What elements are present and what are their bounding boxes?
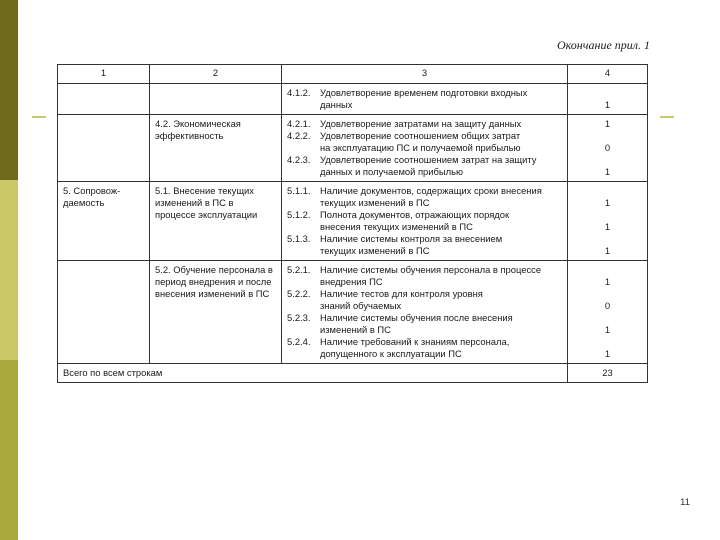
item-text	[320, 209, 562, 233]
score-value: 0	[604, 142, 611, 153]
item-line: внедрения ПС	[320, 276, 383, 287]
score-value: 1	[604, 324, 611, 335]
column-header: 1	[58, 65, 150, 84]
item-line: на эксплуатацию ПС и получаемой прибылью	[320, 142, 521, 153]
item-text	[320, 336, 562, 360]
item-text	[320, 118, 562, 130]
item-text	[320, 185, 562, 209]
side-strip-middle	[0, 180, 18, 360]
criteria-table	[57, 64, 648, 383]
item-text	[320, 312, 562, 336]
score-cell	[568, 261, 648, 364]
table-header-row	[58, 65, 648, 84]
criterion-cell: 5. Сопровож-даемость	[58, 182, 150, 261]
column-header: 4	[568, 65, 648, 84]
list-item	[287, 185, 562, 209]
item-line: Наличие требований к знаниям персонала,	[320, 336, 510, 347]
item-text	[320, 87, 562, 111]
accent-dash-right	[660, 116, 674, 118]
item-code: 4.1.2.	[287, 87, 311, 98]
items-cell	[282, 182, 568, 261]
item-line: внесения текущих изменений в ПС	[320, 221, 473, 232]
item-line: Удовлетворение соотношением затрат на защиту	[320, 154, 537, 165]
item-text	[320, 154, 562, 178]
item-line: данных и получаемой прибылью	[320, 166, 463, 177]
item-code: 5.2.1.	[287, 264, 311, 275]
item-line: изменений в ПС	[320, 324, 391, 335]
score-value: 1	[604, 348, 611, 359]
item-line: допущенного к эксплуатации ПС	[320, 348, 462, 359]
score-cell	[568, 182, 648, 261]
score-value: 1	[604, 99, 611, 110]
criterion-cell	[58, 261, 150, 364]
score-cell	[568, 84, 648, 115]
list-item	[287, 87, 562, 111]
item-code: 5.1.2.	[287, 209, 311, 220]
list-item	[287, 288, 562, 312]
item-line: знаний обучаемых	[320, 300, 402, 311]
page-number: 11	[680, 497, 690, 508]
score-value: 1	[604, 245, 611, 256]
score-cell	[568, 115, 648, 182]
score-value: 1	[604, 166, 611, 177]
item-line: Наличие документов, содержащих сроки внесения	[320, 185, 542, 196]
items-cell	[282, 261, 568, 364]
item-line: данных	[320, 99, 353, 110]
table-row	[58, 84, 648, 115]
indicator-cell: 5.2. Обучение персонала в период внедрения и после внесения изменений в ПС	[150, 261, 282, 364]
table-row	[58, 115, 648, 182]
score-value: 1	[604, 197, 611, 208]
item-code: 4.2.2.	[287, 130, 311, 141]
indicator-cell: 5.1. Внесение текущих изменений в ПС в процессе эксплуатации	[150, 182, 282, 261]
column-header: 2	[150, 65, 282, 84]
item-line: Наличие системы обучения после внесения	[320, 312, 513, 323]
page-title: Окончание прил. 1	[556, 38, 650, 52]
item-code: 5.2.3.	[287, 312, 311, 323]
item-text	[320, 233, 562, 257]
item-line: Наличие тестов для контроля уровня	[320, 288, 483, 299]
item-code: 5.1.1.	[287, 185, 311, 196]
list-item	[287, 118, 562, 130]
items-cell	[282, 84, 568, 115]
accent-dash-left	[32, 116, 46, 118]
item-text	[320, 264, 562, 288]
indicator-cell: 4.2. Экономическая эффективность	[150, 115, 282, 182]
item-line: текущих изменений в ПС	[320, 197, 430, 208]
item-line: Удовлетворение затратами на защиту данных	[320, 118, 522, 129]
item-code: 4.2.1.	[287, 118, 311, 129]
item-code: 5.1.3.	[287, 233, 311, 244]
table-row	[58, 182, 648, 261]
score-value: 1	[604, 221, 611, 232]
total-value: 23	[568, 364, 648, 383]
criterion-cell	[58, 84, 150, 115]
side-strip-bottom	[0, 360, 18, 540]
indicator-cell	[150, 84, 282, 115]
item-code: 5.2.2.	[287, 288, 311, 299]
item-line: Удовлетворение соотношением общих затрат	[320, 130, 521, 141]
score-value: 1	[604, 276, 611, 287]
item-line: Наличие системы контроля за внесением	[320, 233, 503, 244]
side-strip-top	[0, 0, 18, 180]
table-row	[58, 261, 648, 364]
item-code: 4.2.3.	[287, 154, 311, 165]
list-item	[287, 130, 562, 154]
list-item	[287, 264, 562, 288]
list-item	[287, 312, 562, 336]
item-line: текущих изменений в ПС	[320, 245, 430, 256]
item-line: Полнота документов, отражающих порядок	[320, 209, 510, 220]
item-text	[320, 288, 562, 312]
list-item	[287, 336, 562, 360]
items-cell	[282, 115, 568, 182]
item-text	[320, 130, 562, 154]
criterion-cell	[58, 115, 150, 182]
score-value: 1	[604, 118, 611, 129]
item-code: 5.2.4.	[287, 336, 311, 347]
total-row	[58, 364, 648, 383]
list-item	[287, 209, 562, 233]
item-line: Удовлетворение временем подготовки входных	[320, 87, 528, 98]
score-value: 0	[604, 300, 611, 311]
list-item	[287, 154, 562, 178]
item-line: Наличие системы обучения персонала в процессе	[320, 264, 542, 275]
total-label: Всего по всем строкам	[58, 364, 568, 383]
list-item	[287, 233, 562, 257]
column-header: 3	[282, 65, 568, 84]
